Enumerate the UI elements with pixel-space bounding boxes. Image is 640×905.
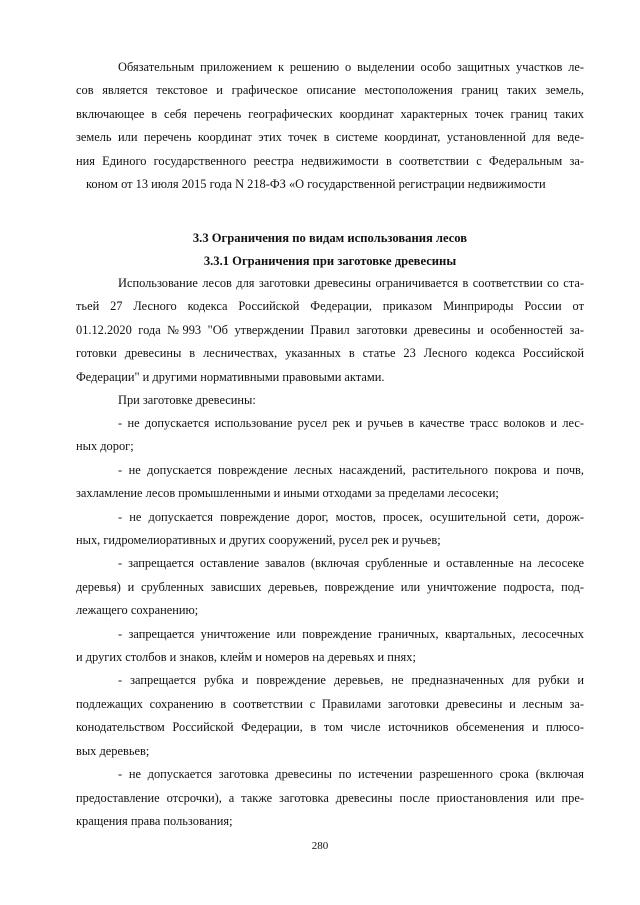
text-line: готовки древесины в лесничествах, указанных в статье 23 Лесного кодекса Российской — [76, 346, 584, 361]
restrictions-list — [76, 412, 584, 833]
text-line: захламление лесов промышленными и иными отходами за пределами лесосеки; — [76, 486, 499, 501]
text-line: - запрещается уничтожение или повреждение граничных, квартальных, лесосечных — [118, 626, 584, 641]
list-item — [76, 669, 584, 763]
text-line: - не допускается заготовка древесины по истечении разрешенного срока (включая — [118, 767, 584, 782]
text-line: - запрещается рубка и повреждение деревьев, не предназначенных для рубки и — [118, 673, 584, 688]
text-line: Федерации" и другими нормативными правовыми актами. — [76, 369, 385, 384]
text-line: 01.12.2020 года №993 "Об утверждении Правил заготовки древесины и особенностей за- — [76, 322, 584, 337]
text-line: лежащего сохранению; — [76, 603, 199, 618]
text-line: земель или перечень координат этих точек в системе координат, установленной для веде- — [76, 130, 584, 145]
list-item — [76, 506, 584, 553]
list-item — [76, 623, 584, 670]
section-heading: 3.3 Ограничения по видам использования лесов — [192, 231, 468, 245]
text-line: кращения права пользования; — [76, 813, 233, 828]
text-line: конодательством Российской Федерации, в том числе источников обсеменения и плюсо- — [76, 720, 584, 735]
text-line: коном от 13 июля 2015 года N 218-ФЗ «О государственной регистрации недвижимости — [86, 177, 546, 192]
intro-paragraph — [76, 56, 584, 196]
body-paragraph — [76, 272, 584, 412]
text-line: ных, гидромелиоративных и других сооружений, русел рек и ручьев; — [76, 533, 441, 548]
text-line: подлежащих сохранению в соответствии с Правилами заготовки древесины и лесным за- — [76, 696, 584, 711]
subsection-heading: 3.3.1 Ограничения при заготовке древесины — [203, 254, 457, 268]
text-line: ния Единого государственного реестра недвижимости в соответствии с Федеральным за- — [76, 153, 584, 168]
text-line: - не допускается повреждение дорог, мостов, просек, осушительной сети, дорож- — [118, 509, 584, 524]
text-line: предоставление отсрочки), а также заготовка древесины после приостановления или пре- — [76, 790, 584, 805]
text-line: - запрещается оставление завалов (включая срубленные и оставленные на лесосеке — [118, 556, 584, 571]
text-line: тьей 27 Лесного кодекса Российской Федерации, приказом Минприроды России от — [76, 299, 584, 314]
text-line: и других столбов и знаков, клейм и номеров на деревьях и пнях; — [76, 650, 416, 665]
list-item — [76, 763, 584, 833]
text-line: включающее в себя перечень географических координат характерных точек границ таких — [76, 106, 584, 121]
text-line: Обязательным приложением к решению о выделении особо защитных участков ле- — [118, 60, 584, 74]
text-line: - не допускается повреждение лесных насаждений, растительного покрова и почв, — [118, 462, 584, 477]
text-line: - не допускается использование русел рек и ручьев в качестве трасс волоков и лес- — [118, 416, 584, 430]
text-line: сов является текстовое и графическое описание местоположения границ таких земель, — [76, 83, 584, 98]
text-line: При заготовке древесины: — [118, 393, 256, 408]
list-item — [76, 552, 584, 622]
list-item — [76, 459, 584, 506]
text-line: вых деревьев; — [76, 743, 150, 758]
text-line: ных дорог; — [76, 439, 134, 454]
text-line: Использование лесов для заготовки древесины ограничивается в соответствии со ста- — [118, 276, 584, 290]
list-item — [76, 412, 584, 459]
page-number: 280 — [311, 840, 329, 852]
text-line: деревья) и срубленных зависших деревьев, повреждение или уничтожение подроста, под- — [76, 579, 584, 594]
